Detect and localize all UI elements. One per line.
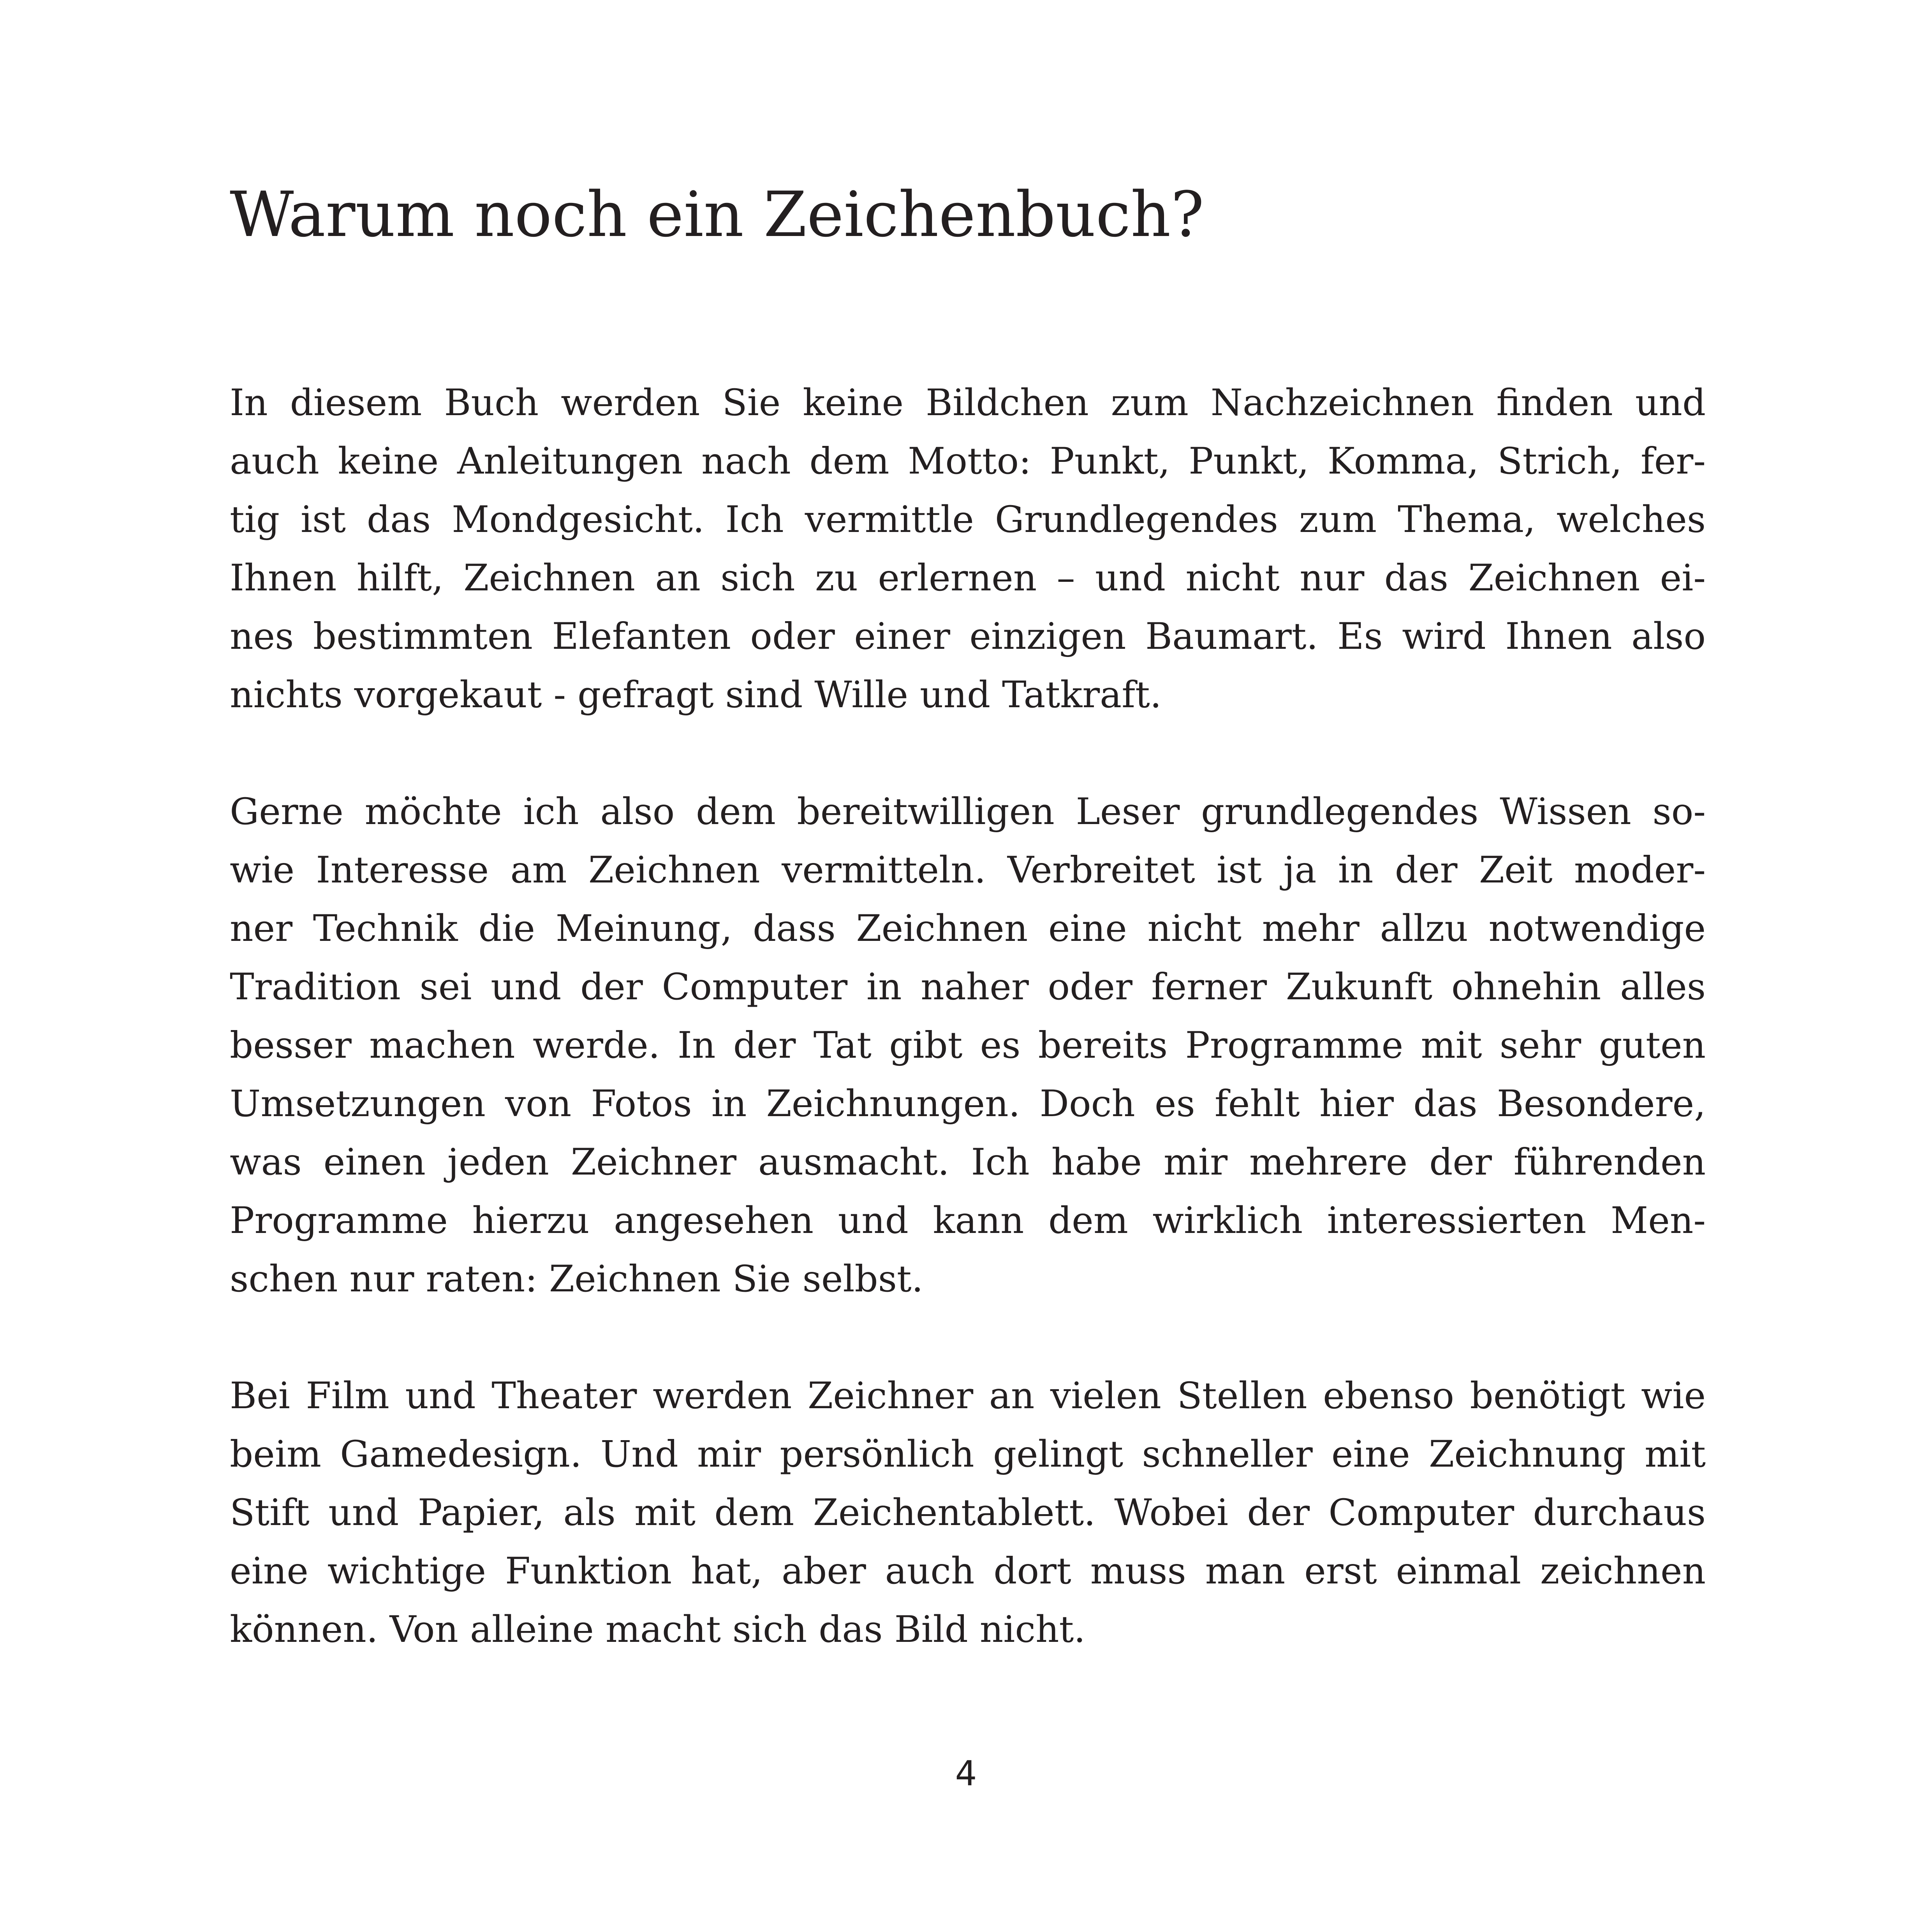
paragraph-line: Tradition sei und der Computer in naher oder ferner Zukunft ohnehin alles — [230, 966, 1706, 1008]
page-title: Warum noch ein Zeichenbuch? — [230, 178, 1205, 251]
paragraph-line: Bei Film und Theater werden Zeichner an vielen Stellen ebenso benötigt wie — [230, 1375, 1706, 1417]
paragraph-line: schen nur raten: Zeichnen Sie selbst. — [230, 1258, 923, 1300]
paragraph-line: besser machen werde. In der Tat gibt es bereits Programme mit sehr guten — [230, 1024, 1706, 1067]
paragraph-line: auch keine Anleitungen nach dem Motto: Punkt, Punkt, Komma, Strich, fer- — [230, 440, 1706, 483]
paragraph-line: Gerne möchte ich also dem bereitwilligen Leser grundlegendes Wissen so- — [230, 791, 1706, 833]
paragraph-line: wie Interesse am Zeichnen vermitteln. Verbreitet ist ja in der Zeit moder- — [230, 849, 1706, 891]
paragraph-line: tig ist das Mondgesicht. Ich vermittle Grundlegendes zum Thema, welches — [230, 498, 1706, 541]
paragraph-line: was einen jeden Zeichner ausmacht. Ich habe mir mehrere der führenden — [230, 1141, 1706, 1184]
paragraph-line: ner Technik die Meinung, dass Zeichnen eine nicht mehr allzu notwendige — [230, 907, 1706, 950]
paragraph-line: beim Gamedesign. Und mir persönlich gelingt schneller eine Zeichnung mit — [230, 1433, 1706, 1476]
paragraph-line: nes bestimmten Elefanten oder einer einzigen Baumart. Es wird Ihnen also — [230, 615, 1706, 658]
paragraph-line: Ihnen hilft, Zeichnen an sich zu erlernen – und nicht nur das Zeichnen ei- — [230, 557, 1706, 599]
paragraph-line: nichts vorgekaut - gefragt sind Wille und Tatkraft. — [230, 674, 1162, 716]
paragraph-line: Stift und Papier, als mit dem Zeichentablett. Wobei der Computer durchaus — [230, 1492, 1706, 1534]
paragraph-line: eine wichtige Funktion hat, aber auch dort muss man erst einmal zeichnen — [230, 1550, 1706, 1592]
page-number: 4 — [955, 1753, 977, 1793]
paragraph-line: Programme hierzu angesehen und kann dem wirklich interessierten Men- — [230, 1199, 1706, 1242]
paragraph-line: In diesem Buch werden Sie keine Bildchen zum Nachzeichnen finden und — [230, 382, 1706, 424]
paragraph-line: Umsetzungen von Fotos in Zeichnungen. Doch es fehlt hier das Besondere, — [230, 1083, 1706, 1125]
paragraph-line: können. Von alleine macht sich das Bild nicht. — [230, 1608, 1086, 1651]
paragraph-2 — [230, 783, 1706, 1309]
paragraph-3 — [230, 1367, 1706, 1659]
paragraph-1 — [230, 374, 1706, 724]
